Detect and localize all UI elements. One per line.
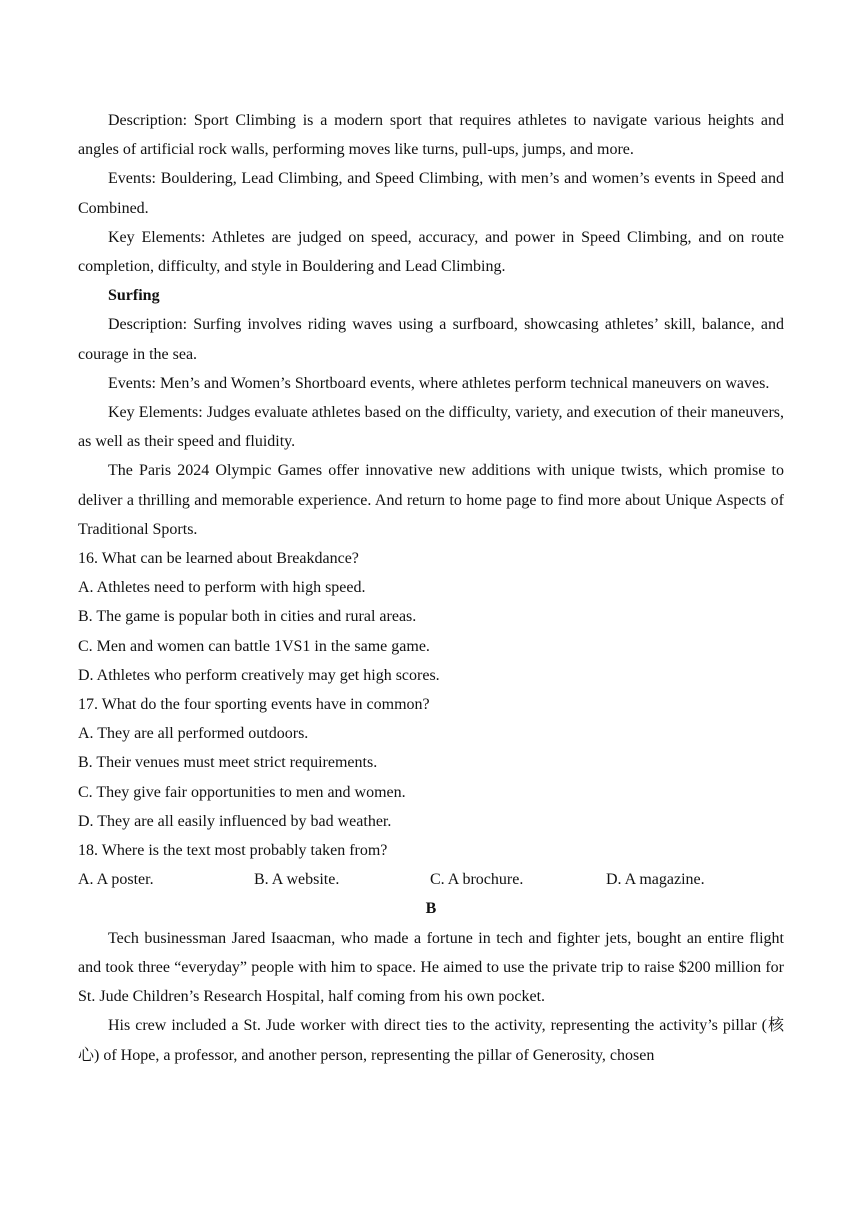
question-18 xyxy=(78,836,784,894)
paragraph-climbing-description: Description: Sport Climbing is a modern sport that requires athletes to navigate various heights and angles of artificial rock walls, performing moves like turns, pull-ups, jumps, and more. xyxy=(78,112,784,159)
question-option: B. A website. xyxy=(254,871,340,889)
question-stem: 18. Where is the text most probably taken from? xyxy=(78,842,388,860)
document-page xyxy=(78,106,784,1070)
paragraph-section-b-1: Tech businessman Jared Isaacman, who made a fortune in tech and fighter jets, bought an entire flight and took three “everyday” people with him to space. He aimed to use the private trip to raise $200 million for St. Jude Children’s Research Hospital, half coming from his own pocket. xyxy=(78,929,784,1006)
paragraph-climbing-events: Events: Bouldering, Lead Climbing, and Speed Climbing, with men’s and women’s events in Speed and Combined. xyxy=(78,170,784,217)
question-options-row xyxy=(78,865,784,894)
section-b-label: B xyxy=(425,900,437,918)
paragraph-surfing-events: Events: Men’s and Women’s Shortboard events, where athletes perform technical maneuvers on waves. xyxy=(108,374,770,392)
question-16 xyxy=(78,544,784,690)
question-option: A. They are all performed outdoors. xyxy=(78,725,309,743)
paragraph-climbing-key-elements: Key Elements: Athletes are judged on speed, accuracy, and power in Speed Climbing, and on route completion, difficulty, and style in Bouldering and Lead Climbing. xyxy=(78,228,784,276)
question-option: C. Men and women can battle 1VS1 in the same game. xyxy=(78,637,430,655)
paragraph-surfing-description: Description: Surfing involves riding waves using a surfboard, showcasing athletes’ skill, balance, and courage in the sea. xyxy=(78,316,784,363)
question-option: C. A brochure. xyxy=(430,871,524,889)
question-option: A. Athletes need to perform with high speed. xyxy=(78,579,366,597)
question-stem: 16. What can be learned about Breakdance? xyxy=(78,550,359,568)
question-option: A. A poster. xyxy=(78,871,154,889)
question-17 xyxy=(78,690,784,836)
question-option: D. They are all easily influenced by bad weather. xyxy=(78,812,392,830)
paragraph-section-b-2: His crew included a St. Jude worker with direct ties to the activity, representing the activity’s pillar (核心) of Hope, a professor, and another person, representing the pillar of Generosity, chosen xyxy=(78,1017,785,1064)
question-option: D. Athletes who perform creatively may get high scores. xyxy=(78,666,440,684)
question-option: C. They give fair opportunities to men and women. xyxy=(78,783,406,801)
question-option: B. The game is popular both in cities and rural areas. xyxy=(78,608,417,626)
paragraph-closing: The Paris 2024 Olympic Games offer innovative new additions with unique twists, which promise to deliver a thrilling and memorable experience. And return to home page to find more about Unique Aspects of Traditional Sports. xyxy=(78,462,784,538)
question-stem: 17. What do the four sporting events have in common? xyxy=(78,696,430,714)
question-option: D. A magazine. xyxy=(606,871,705,889)
heading-surfing: Surfing xyxy=(108,287,160,305)
question-option: B. Their venues must meet strict requirements. xyxy=(78,754,378,772)
paragraph-surfing-key-elements: Key Elements: Judges evaluate athletes based on the difficulty, variety, and execution of their maneuvers, as well as their speed and fluidity. xyxy=(78,404,784,451)
